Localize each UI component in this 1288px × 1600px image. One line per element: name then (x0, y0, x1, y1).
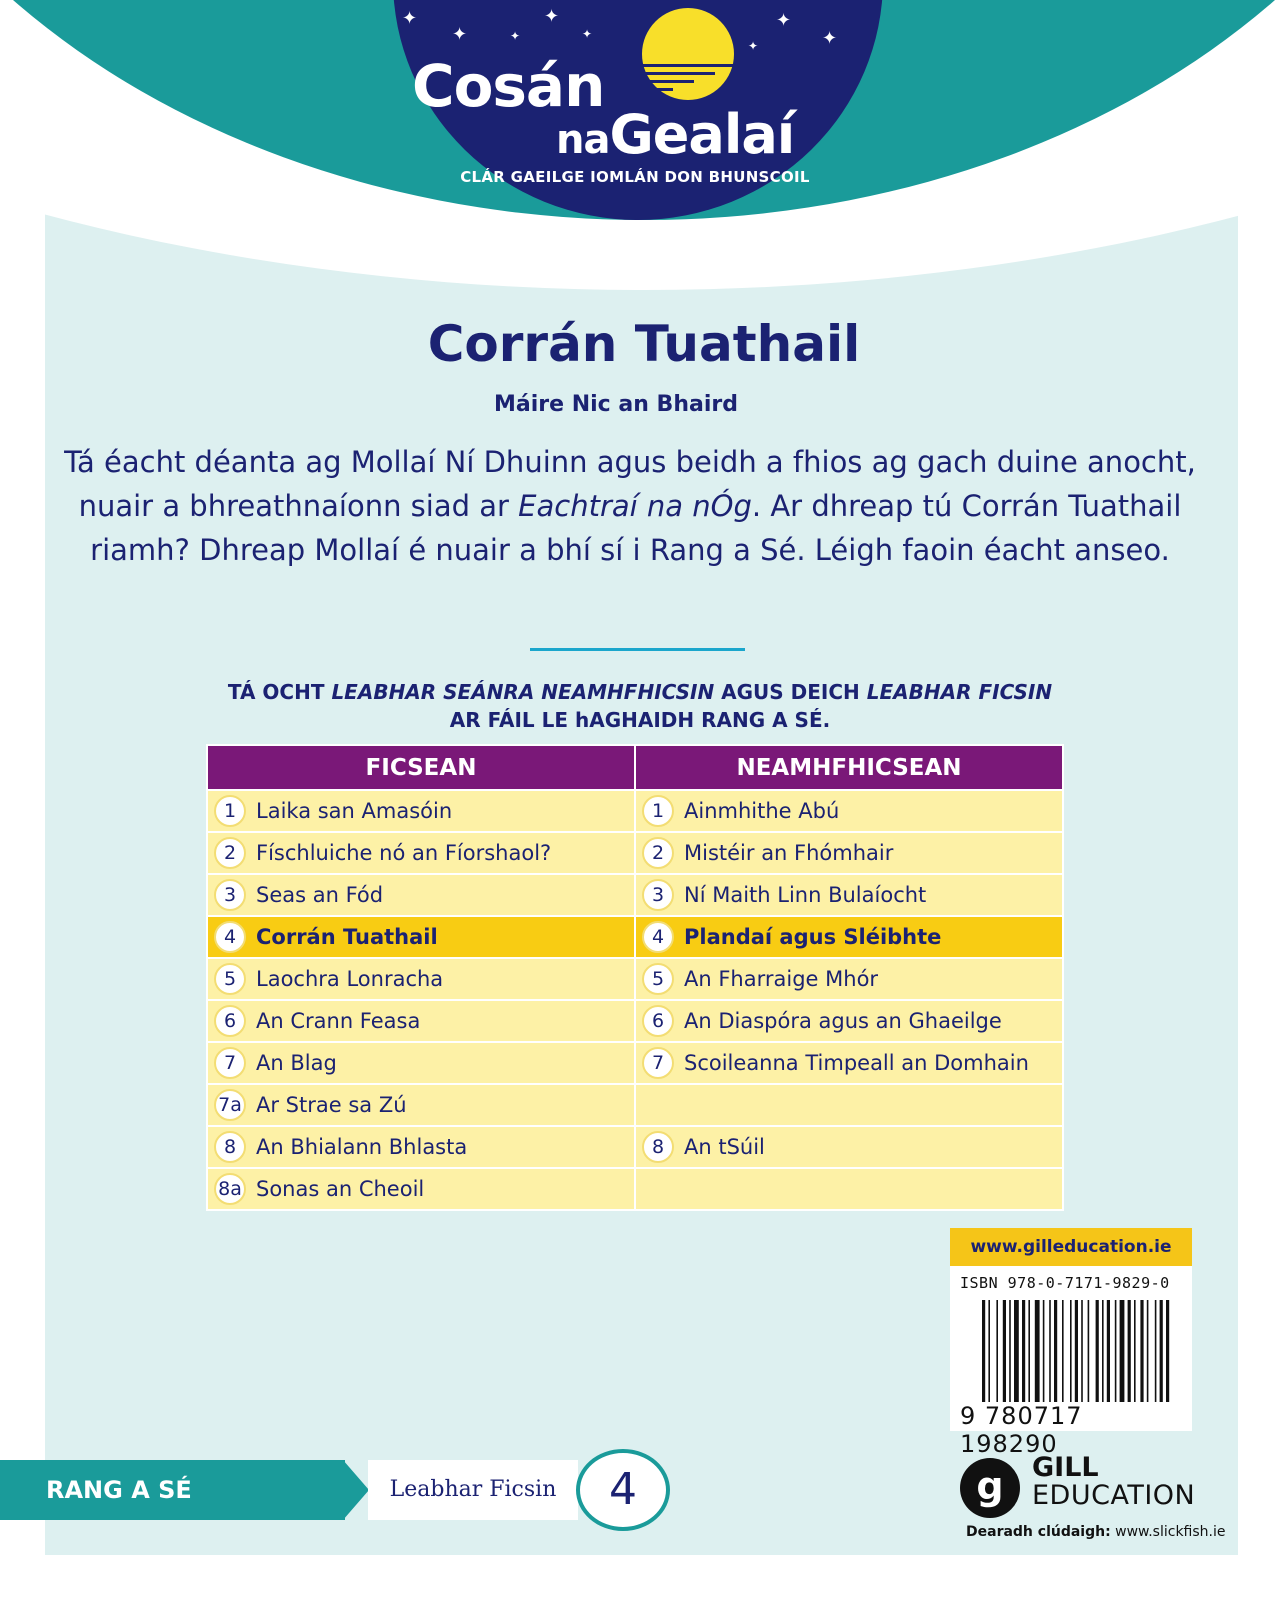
logo-title-line2 (556, 103, 794, 166)
moon-reflection (596, 64, 736, 104)
book-title: Corrán Tuathail (427, 315, 861, 373)
book-title-cell: Sonas an Cheoil (256, 1177, 425, 1201)
book-title-cell: An Crann Feasa (256, 1009, 421, 1033)
barcode-bar (1049, 1300, 1051, 1402)
series-note-part3: AGUS DEICH (714, 680, 867, 704)
barcode-bar (1160, 1300, 1163, 1402)
barcode-bar (1028, 1300, 1030, 1402)
isbn-label: ISBN 978-0-7171-9829-0 (960, 1274, 1170, 1292)
barcode-bar (996, 1300, 998, 1402)
logo-subtitle: CLÁR GAEILGE IOMLÁN DON BHUNSCOIL (460, 168, 810, 186)
star-icon: ✦ (822, 28, 838, 49)
book-title-cell: An tSúil (684, 1135, 765, 1159)
barcode-bar (982, 1300, 985, 1402)
level-number: 4 (576, 1449, 670, 1531)
blurb-show-title: Eachtraí na nÓg (518, 489, 752, 523)
barcode-bar (1035, 1300, 1040, 1402)
star-icon: ✦ (452, 24, 468, 45)
header-ficsean: FICSEAN (207, 745, 635, 790)
barcode-bar (1043, 1300, 1045, 1402)
book-title-cell: Seas an Fód (256, 883, 384, 907)
barcode-bar (1107, 1300, 1110, 1402)
book-number-badge: 1 (214, 795, 246, 827)
book-number-badge: 3 (642, 879, 674, 911)
book-title-cell: Ar Strae sa Zú (256, 1093, 407, 1117)
series-note-line2: AR FÁIL LE hAGHAIDH RANG A SÉ. (449, 708, 831, 732)
book-number-badge: 7 (642, 1047, 674, 1079)
series-note-part1: TÁ OCHT (227, 680, 332, 704)
barcode-bar (1054, 1300, 1057, 1402)
publisher-url[interactable]: www.gilleducation.ie (950, 1228, 1192, 1266)
book-number-badge: 2 (642, 837, 674, 869)
barcode-number: 9 780717 198290 (960, 1402, 1083, 1458)
book-number-badge: 6 (642, 1005, 674, 1037)
book-number-badge: 7 (214, 1047, 246, 1079)
fiction-cell (207, 1000, 635, 1042)
table-row (207, 916, 1063, 958)
barcode-bar (1147, 1300, 1149, 1402)
design-credit-label: Dearadh clúdaigh: (966, 1524, 1111, 1540)
barcode-bar (1115, 1300, 1117, 1402)
star-icon: ✦ (776, 10, 792, 31)
book-title-cell: An Bhialann Bhlasta (256, 1135, 468, 1159)
book-number-badge: 8 (642, 1131, 674, 1163)
book-title-cell: An Diaspóra agus an Ghaeilge (684, 1009, 1002, 1033)
table-row (207, 790, 1063, 832)
table-row (207, 958, 1063, 1000)
book-title-cell: Plandaí agus Sléibhte (684, 925, 942, 949)
series-note (150, 678, 1130, 734)
book-number-badge: 5 (214, 963, 246, 995)
barcode-bar (1155, 1300, 1157, 1402)
book-blurb (60, 440, 1200, 572)
table-row (207, 1168, 1063, 1210)
book-title-cell: Ní Maith Linn Bulaíocht (684, 883, 927, 907)
barcode-bar (1022, 1300, 1025, 1402)
logo-gealai: Gealaí (609, 103, 795, 166)
design-credit (966, 1524, 1226, 1540)
fiction-cell (207, 874, 635, 916)
table-row (207, 1000, 1063, 1042)
book-number-badge: 8 (214, 1131, 246, 1163)
book-title-cell: Mistéir an Fhómhair (684, 841, 894, 865)
book-number-badge: 8a (214, 1173, 246, 1205)
book-title-cell: Corrán Tuathail (256, 925, 438, 949)
table-row (207, 1042, 1063, 1084)
nonfiction-cell (635, 916, 1063, 958)
barcode-bar (1102, 1300, 1104, 1402)
barcode-bar (1128, 1300, 1131, 1402)
header-neamhfhicsean: NEAMHFHICSEAN (635, 745, 1063, 790)
nonfiction-cell (635, 1168, 1063, 1210)
table-row (207, 1084, 1063, 1126)
gill-logo-icon: g (960, 1458, 1020, 1518)
star-icon: ✦ (510, 29, 521, 43)
logo-na: na (556, 117, 610, 163)
barcode-bar (1081, 1300, 1083, 1402)
barcode-bar (1070, 1300, 1072, 1402)
design-credit-url[interactable]: www.slickfish.ie (1115, 1524, 1226, 1540)
barcode-bar (988, 1300, 990, 1402)
barcode-bar (1140, 1300, 1143, 1402)
nonfiction-cell (635, 832, 1063, 874)
grade-arrow (343, 1460, 369, 1520)
barcode (982, 1300, 1187, 1402)
fiction-cell (207, 1126, 635, 1168)
barcode-bar (1014, 1300, 1019, 1402)
section-divider (530, 648, 745, 651)
book-title-cell: Laochra Lonracha (256, 967, 444, 991)
book-type-label: Leabhar Ficsin (368, 1460, 578, 1520)
series-note-part4: LEABHAR FICSIN (866, 680, 1053, 704)
publisher-subname: EDUCATION (1032, 1480, 1196, 1511)
book-author: Máire Nic an Bhaird (494, 392, 738, 417)
fiction-cell (207, 1084, 635, 1126)
barcode-bar (1075, 1300, 1078, 1402)
grade-label: RANG A SÉ (0, 1460, 345, 1520)
book-title-cell: Físchluiche nó an Fíorshaol? (256, 841, 552, 865)
table-row (207, 874, 1063, 916)
book-list-table (206, 744, 1064, 1211)
table-row (207, 1126, 1063, 1168)
blurb-text-2: . Ar dhreap tú Corrán Tuathail riamh? Dhreap Mollaí é nuair a bhí sí i Rang a Sé. Léigh faoin éacht anseo. (90, 489, 1182, 567)
book-title-cell: An Fharraige Mhór (684, 967, 879, 991)
book-title-cell: Scoileanna Timpeall an Domhain (684, 1051, 1029, 1075)
book-number-badge: 4 (214, 921, 246, 953)
fiction-cell (207, 1042, 635, 1084)
fiction-cell (207, 958, 635, 1000)
barcode-bar (1062, 1300, 1064, 1402)
nonfiction-cell (635, 1084, 1063, 1126)
star-icon: ✦ (582, 27, 593, 41)
barcode-bar (1120, 1300, 1125, 1402)
book-title-cell: Ainmhithe Abú (684, 799, 840, 823)
book-title-cell: Laika san Amasóin (256, 799, 453, 823)
barcode-bar (1134, 1300, 1136, 1402)
table-header-row (207, 745, 1063, 790)
book-number-badge: 4 (642, 921, 674, 953)
fiction-cell (207, 916, 635, 958)
barcode-bar (1166, 1300, 1169, 1402)
barcode-bar (1003, 1300, 1006, 1402)
nonfiction-cell (635, 1126, 1063, 1168)
fiction-cell (207, 790, 635, 832)
barcode-bar (1096, 1300, 1099, 1402)
nonfiction-cell (635, 1000, 1063, 1042)
blurb-text-1: Tá éacht déanta ag Mollaí Ní Dhuinn agus beidh a fhios ag gach duine anocht, nuair a bhreathnaíonn siad ar (64, 445, 1196, 523)
series-note-line1 (150, 678, 1130, 706)
star-icon: ✦ (402, 8, 418, 29)
star-icon: ✦ (544, 6, 560, 27)
table-row (207, 832, 1063, 874)
book-number-badge: 3 (214, 879, 246, 911)
star-icon: ✦ (748, 39, 759, 53)
book-number-badge: 1 (642, 795, 674, 827)
fiction-cell (207, 1168, 635, 1210)
publisher-name: GILL (1032, 1452, 1099, 1483)
fiction-cell (207, 832, 635, 874)
nonfiction-cell (635, 874, 1063, 916)
book-title-cell: An Blag (256, 1051, 337, 1075)
nonfiction-cell (635, 790, 1063, 832)
barcode-bar (1088, 1300, 1090, 1402)
book-number-badge: 5 (642, 963, 674, 995)
barcode-bar (1009, 1300, 1011, 1402)
book-number-badge: 6 (214, 1005, 246, 1037)
nonfiction-cell (635, 1042, 1063, 1084)
series-note-part2: LEABHAR SEÁNRA NEAMHFHICSIN (331, 680, 715, 704)
table-body (207, 790, 1063, 1210)
book-number-badge: 7a (214, 1089, 246, 1121)
book-number-badge: 2 (214, 837, 246, 869)
nonfiction-cell (635, 958, 1063, 1000)
logo-title: Cosán (412, 52, 605, 120)
